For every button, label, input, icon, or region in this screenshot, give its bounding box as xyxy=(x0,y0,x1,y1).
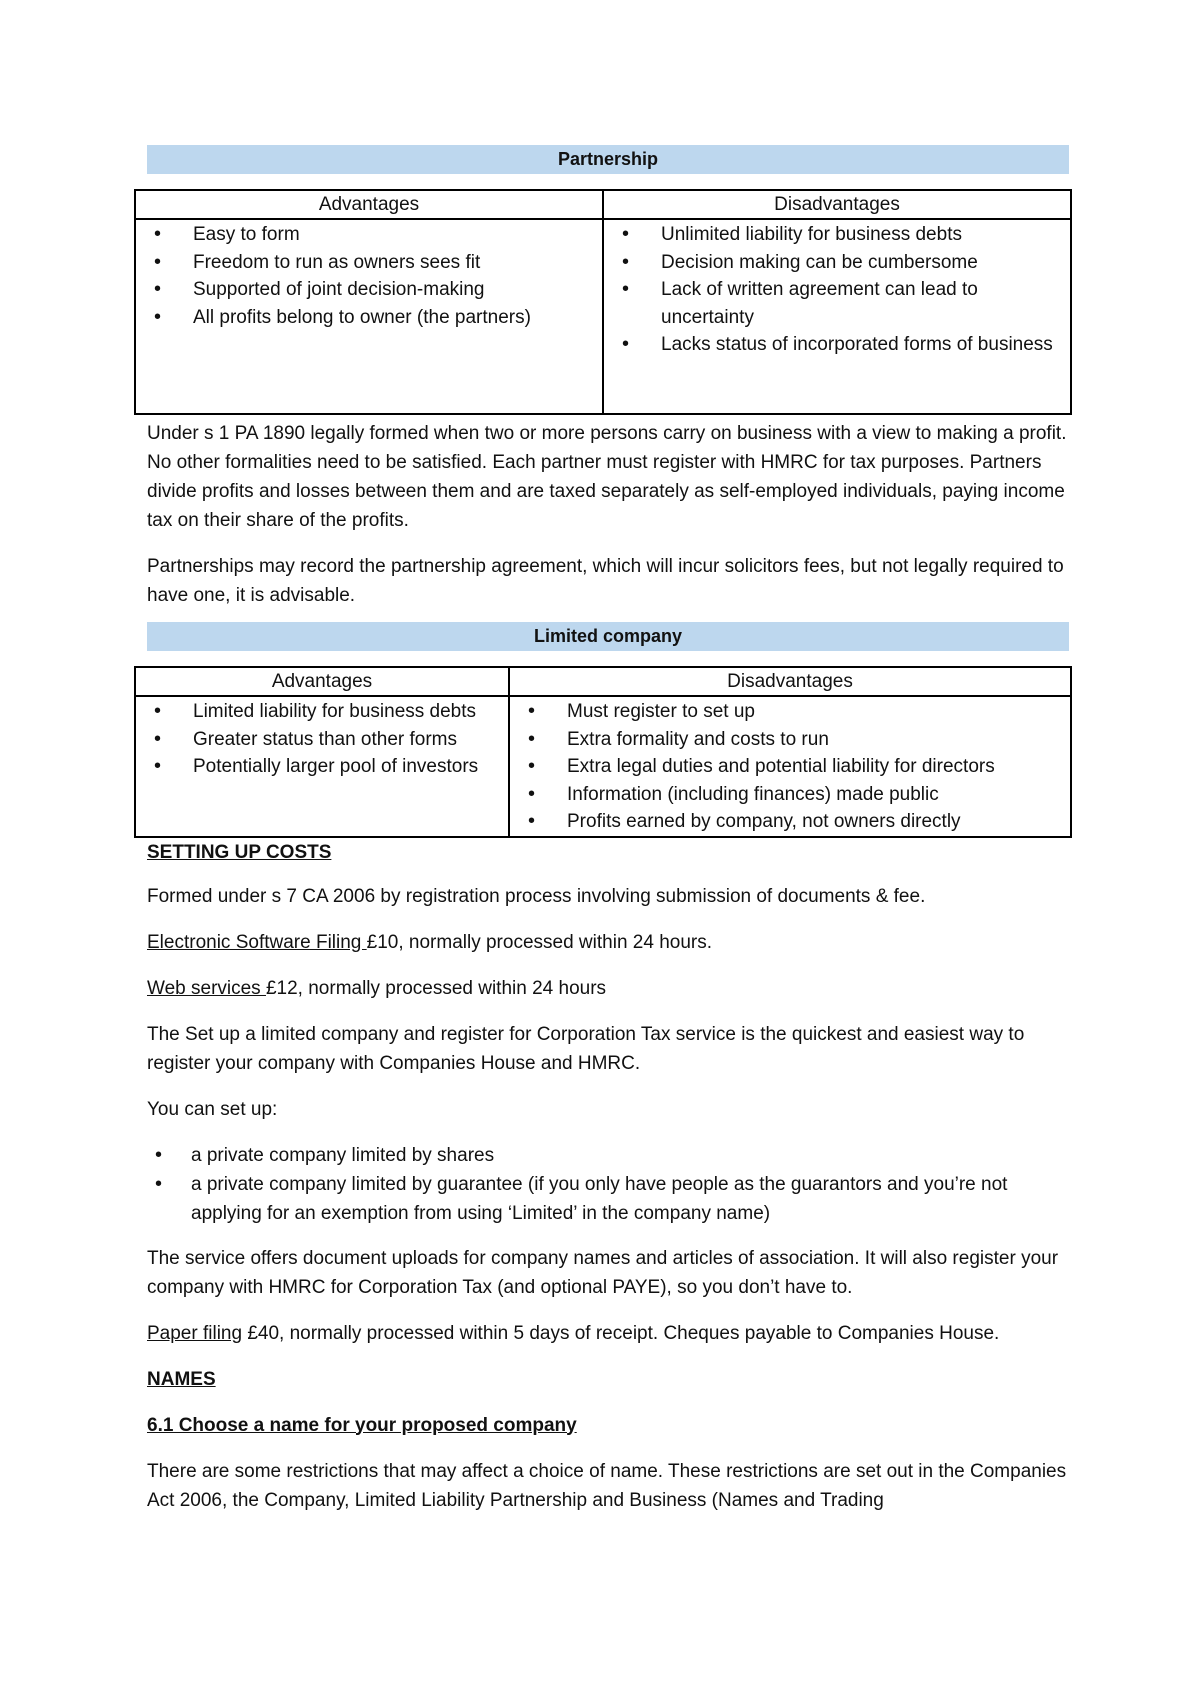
partnership-advantage-item: • Freedom to run as owners sees fit xyxy=(136,249,602,277)
partnership-disadvantages-header: Disadvantages xyxy=(603,190,1071,219)
electronic-filing-text: £10, normally processed within 24 hours. xyxy=(366,931,713,953)
partnership-advantage-item: • Supported of joint decision-making xyxy=(136,276,602,304)
web-services-paragraph xyxy=(147,974,1069,1003)
setup-option-item: • a private company limited by guarantee (if you only have people as the guarantors and you’re not applying for an exemption from using ‘Limited’ in the company name) xyxy=(147,1170,1069,1228)
limited-disadvantage-item: • Extra formality and costs to run xyxy=(510,726,1070,754)
partnership-disadvantage-item: • Lack of written agreement can lead to uncertainty xyxy=(604,276,1070,331)
partnership-disadvantage-item: • Lacks status of incorporated forms of business xyxy=(604,331,1070,359)
names-heading: NAMES xyxy=(147,1368,216,1390)
restrictions-paragraph: There are some restrictions that may affect a choice of name. These restrictions are set out in the Companies Act 2006, the Company, Limited Liability Partnership and Business (Names and Trading xyxy=(147,1460,1067,1511)
partnership-agreement-paragraph: Partnerships may record the partnership agreement, which will incur solicitors fees, but not legally required to have one, it is advisable. xyxy=(147,556,1064,606)
partnership-formation-paragraph: Under s 1 PA 1890 legally formed when two or more persons carry on business with a view to making a profit. No other formalities need to be satisfied. Each partner must register with HMRC for tax purposes. Partners divide profits and losses between them and are taxed separately as self-employed individuals, paying income tax on their share of the profits. xyxy=(147,423,1067,531)
paper-filing-label: Paper filing xyxy=(147,1322,243,1344)
setup-options-list xyxy=(147,1141,1069,1228)
partnership-table xyxy=(134,189,1072,415)
setting-up-costs-heading: SETTING UP COSTS xyxy=(147,841,332,863)
partnership-disadvantages-cell xyxy=(603,219,1071,414)
partnership-banner: Partnership xyxy=(147,145,1069,174)
partnership-advantages-header: Advantages xyxy=(135,190,603,219)
electronic-filing-paragraph xyxy=(147,928,1069,957)
can-setup-paragraph: You can set up: xyxy=(147,1098,278,1120)
partnership-advantage-item: • All profits belong to owner (the partners) xyxy=(136,304,602,332)
paper-filing-paragraph xyxy=(147,1319,1069,1348)
service-paragraph: The Set up a limited company and register for Corporation Tax service is the quickest and easiest way to register your company with Companies House and HMRC. xyxy=(147,1023,1025,1074)
limited-disadvantage-item: • Must register to set up xyxy=(510,698,1070,726)
formation-paragraph: Formed under s 7 CA 2006 by registration process involving submission of documents & fee. xyxy=(147,885,926,907)
limited-company-table xyxy=(134,666,1072,838)
limited-advantage-item: • Potentially larger pool of investors xyxy=(136,753,508,781)
limited-disadvantage-item: • Extra legal duties and potential liability for directors xyxy=(510,753,1070,781)
limited-disadvantages-header: Disadvantages xyxy=(509,667,1071,696)
uploads-paragraph: The service offers document uploads for company names and articles of association. It will also register your company with HMRC for Corporation Tax (and optional PAYE), so you don’t have to. xyxy=(147,1247,1059,1298)
partnership-advantages-cell xyxy=(135,219,603,414)
partnership-disadvantage-item: • Unlimited liability for business debts xyxy=(604,221,1070,249)
limited-advantage-item: • Greater status than other forms xyxy=(136,726,508,754)
choose-name-heading: 6.1 Choose a name for your proposed company xyxy=(147,1414,577,1436)
electronic-filing-label: Electronic Software Filing xyxy=(147,931,367,953)
document-content xyxy=(147,145,1069,1532)
limited-disadvantages-cell xyxy=(509,696,1071,837)
limited-company-banner: Limited company xyxy=(147,622,1069,651)
paper-filing-text: £40, normally processed within 5 days of receipt. Cheques payable to Companies House. xyxy=(242,1322,1000,1344)
limited-advantages-header: Advantages xyxy=(135,667,509,696)
partnership-advantage-item: • Easy to form xyxy=(136,221,602,249)
setup-option-item: • a private company limited by shares xyxy=(147,1141,1069,1170)
limited-disadvantage-item: • Profits earned by company, not owners directly xyxy=(510,808,1070,836)
web-services-label: Web services xyxy=(147,977,266,999)
limited-advantage-item: • Limited liability for business debts xyxy=(136,698,508,726)
limited-advantages-cell xyxy=(135,696,509,837)
limited-disadvantage-item: • Information (including finances) made public xyxy=(510,781,1070,809)
partnership-disadvantage-item: • Decision making can be cumbersome xyxy=(604,249,1070,277)
web-services-text: £12, normally processed within 24 hours xyxy=(265,977,607,999)
